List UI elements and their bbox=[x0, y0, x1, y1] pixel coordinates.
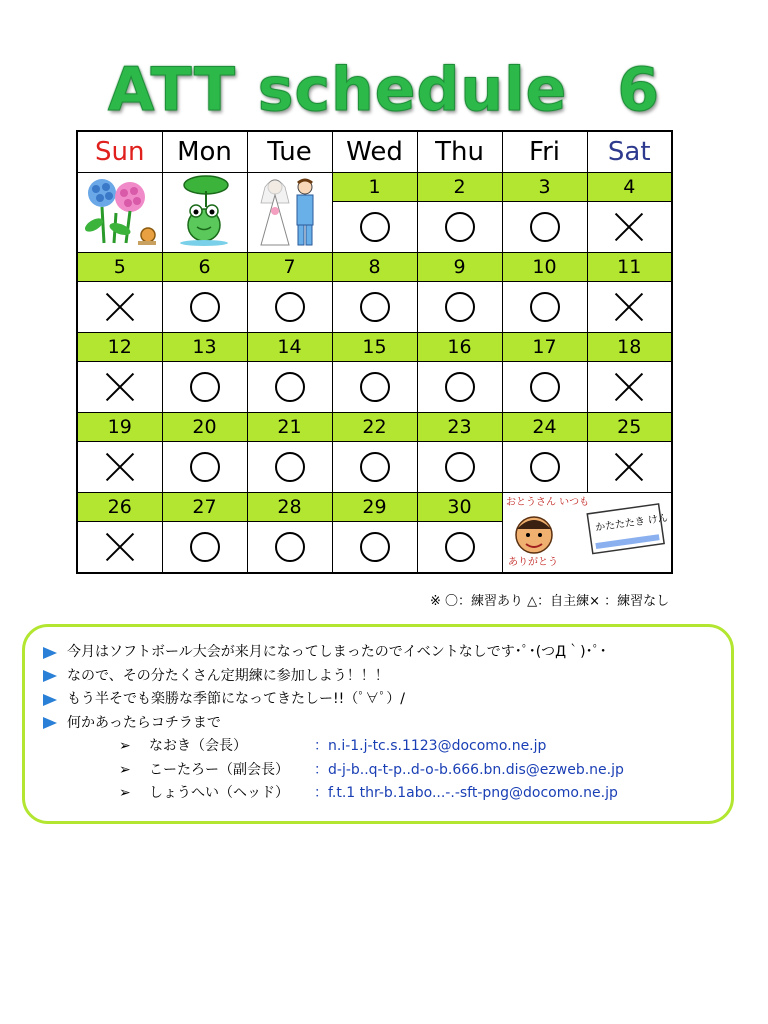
triangle-bullet-icon: ➢ bbox=[119, 738, 131, 754]
practice-circle-icon bbox=[190, 532, 220, 562]
arrow-bullet-icon bbox=[43, 670, 57, 682]
info-list bbox=[43, 641, 624, 806]
mark-cell bbox=[247, 442, 332, 493]
date-cell: 20 bbox=[162, 413, 247, 442]
week-3-marks bbox=[77, 362, 672, 413]
mark-cell bbox=[162, 522, 247, 574]
practice-circle-icon bbox=[190, 452, 220, 482]
info-box bbox=[22, 624, 734, 824]
mark-cell bbox=[247, 362, 332, 413]
date-cell: 16 bbox=[417, 333, 502, 362]
contact-name: こーたろー（副会長） bbox=[149, 761, 289, 778]
contact-row bbox=[43, 782, 624, 806]
contact-row bbox=[43, 759, 624, 783]
practice-circle-icon bbox=[275, 372, 305, 402]
date-cell: 15 bbox=[332, 333, 417, 362]
frog-icon bbox=[180, 176, 228, 246]
legend: ※ 〇：練習あり △：自主練× ：練習なし bbox=[430, 594, 670, 609]
dad-text-bottom: ありがとう bbox=[507, 557, 558, 567]
practice-circle-icon bbox=[190, 372, 220, 402]
practice-circle-icon bbox=[530, 372, 560, 402]
triangle-bullet-icon: ➢ bbox=[119, 761, 131, 778]
date-cell: 3 bbox=[502, 173, 587, 202]
mark-cell bbox=[417, 202, 502, 253]
dad-text-top: おとうさん いつも bbox=[505, 497, 589, 508]
arrow-bullet-icon bbox=[43, 717, 57, 729]
mark-cell bbox=[247, 522, 332, 574]
contact-name: しょうへい（ヘッド） bbox=[149, 785, 289, 801]
mark-cell bbox=[77, 442, 162, 493]
date-cell: 5 bbox=[77, 253, 162, 282]
practice-circle-icon bbox=[275, 532, 305, 562]
contact-row bbox=[43, 735, 624, 759]
mark-cell bbox=[332, 362, 417, 413]
mark-cell bbox=[162, 442, 247, 493]
no-practice-cross-icon bbox=[614, 372, 644, 402]
date-cell: 22 bbox=[332, 413, 417, 442]
week-5-dates bbox=[77, 493, 672, 522]
info-item: なので、その分たくさん定期練に参加しよう！！！ bbox=[43, 665, 624, 689]
mark-cell bbox=[417, 522, 502, 574]
practice-circle-icon bbox=[275, 292, 305, 322]
title-main: ATT schedule bbox=[107, 55, 568, 125]
title-month: 6 bbox=[617, 55, 661, 125]
date-cell: 1 bbox=[332, 173, 417, 202]
arrow-bullet-icon bbox=[43, 647, 57, 659]
week-2-marks bbox=[77, 282, 672, 333]
week-4-dates bbox=[77, 413, 672, 442]
weekday-header bbox=[77, 131, 672, 173]
practice-circle-icon bbox=[360, 452, 390, 482]
no-practice-cross-icon bbox=[105, 452, 135, 482]
page-title bbox=[0, 50, 768, 130]
arrow-bullet-icon bbox=[43, 694, 57, 706]
date-cell: 9 bbox=[417, 253, 502, 282]
practice-circle-icon bbox=[445, 532, 475, 562]
triangle-bullet-icon: ➢ bbox=[119, 785, 131, 801]
practice-circle-icon bbox=[445, 372, 475, 402]
practice-circle-icon bbox=[530, 212, 560, 242]
week-4-marks bbox=[77, 442, 672, 493]
mark-cell bbox=[77, 522, 162, 574]
practice-circle-icon bbox=[360, 212, 390, 242]
info-item: もう半そでも楽勝な季節になってきたしー!!（ﾟ∀ﾟ）/ bbox=[43, 688, 624, 712]
dad-face-icon bbox=[516, 517, 552, 553]
weekday-sun: Sun bbox=[77, 131, 162, 173]
mark-cell bbox=[162, 282, 247, 333]
mark-cell bbox=[502, 442, 587, 493]
fathers-day-illustration bbox=[502, 493, 672, 574]
date-cell: 23 bbox=[417, 413, 502, 442]
hydrangea-snail-illustration bbox=[77, 173, 162, 253]
info-item: 今月はソフトボール大会が来月になってしまったのでイベントなしです･ﾟ･(つД｀)･ﾟ･ bbox=[43, 641, 624, 665]
week-2-dates bbox=[77, 253, 672, 282]
date-cell: 4 bbox=[587, 173, 672, 202]
mark-cell bbox=[417, 362, 502, 413]
practice-circle-icon bbox=[445, 452, 475, 482]
date-cell: 27 bbox=[162, 493, 247, 522]
weekday-tue: Tue bbox=[247, 131, 332, 173]
date-cell: 12 bbox=[77, 333, 162, 362]
date-cell: 10 bbox=[502, 253, 587, 282]
shoulder-massage-ticket-icon bbox=[587, 503, 670, 554]
date-cell: 6 bbox=[162, 253, 247, 282]
info-item: 何かあったらコチラまで bbox=[43, 712, 624, 736]
mark-cell bbox=[247, 282, 332, 333]
practice-circle-icon bbox=[445, 212, 475, 242]
practice-circle-icon bbox=[360, 372, 390, 402]
practice-circle-icon bbox=[275, 452, 305, 482]
date-cell: 2 bbox=[417, 173, 502, 202]
bride-icon bbox=[261, 180, 289, 245]
mark-cell bbox=[587, 282, 672, 333]
groom-icon bbox=[297, 180, 313, 245]
date-cell: 18 bbox=[587, 333, 672, 362]
date-cell: 25 bbox=[587, 413, 672, 442]
mark-cell bbox=[332, 282, 417, 333]
no-practice-cross-icon bbox=[105, 532, 135, 562]
no-practice-cross-icon bbox=[105, 372, 135, 402]
contact-email[interactable]: ：d-j-b..q-t-p..d-o-b.666.bn.dis@ezweb.ne.jp bbox=[314, 761, 624, 778]
wedding-couple-illustration bbox=[247, 173, 332, 253]
mark-cell bbox=[587, 442, 672, 493]
no-practice-cross-icon bbox=[105, 292, 135, 322]
practice-circle-icon bbox=[530, 292, 560, 322]
snail-icon bbox=[138, 228, 156, 243]
mark-cell bbox=[162, 362, 247, 413]
contact-email[interactable]: ：n.i-1.j-tc.s.1123@docomo.ne.jp bbox=[314, 738, 547, 754]
date-cell: 13 bbox=[162, 333, 247, 362]
no-practice-cross-icon bbox=[614, 452, 644, 482]
mark-cell bbox=[417, 282, 502, 333]
mark-cell bbox=[332, 442, 417, 493]
weekday-sat: Sat bbox=[587, 131, 672, 173]
weekday-mon: Mon bbox=[162, 131, 247, 173]
date-cell: 21 bbox=[247, 413, 332, 442]
mark-cell bbox=[502, 202, 587, 253]
hydrangea-icon bbox=[83, 179, 145, 243]
weekday-fri: Fri bbox=[502, 131, 587, 173]
date-cell: 8 bbox=[332, 253, 417, 282]
practice-circle-icon bbox=[445, 292, 475, 322]
practice-circle-icon bbox=[360, 292, 390, 322]
ticket-text: かたたたき けん bbox=[594, 512, 669, 534]
date-cell: 17 bbox=[502, 333, 587, 362]
no-practice-cross-icon bbox=[614, 292, 644, 322]
calendar-table bbox=[76, 130, 673, 574]
date-cell: 11 bbox=[587, 253, 672, 282]
mark-cell bbox=[332, 522, 417, 574]
week-1-dates bbox=[77, 173, 672, 202]
weekday-wed: Wed bbox=[332, 131, 417, 173]
contact-name: なおき（会長） bbox=[149, 738, 247, 754]
date-cell: 19 bbox=[77, 413, 162, 442]
no-practice-cross-icon bbox=[614, 212, 644, 242]
practice-circle-icon bbox=[190, 292, 220, 322]
date-cell: 14 bbox=[247, 333, 332, 362]
date-cell: 7 bbox=[247, 253, 332, 282]
mark-cell bbox=[587, 202, 672, 253]
date-cell: 30 bbox=[417, 493, 502, 522]
mark-cell bbox=[332, 202, 417, 253]
mark-cell bbox=[502, 282, 587, 333]
week-3-dates bbox=[77, 333, 672, 362]
practice-circle-icon bbox=[530, 452, 560, 482]
practice-circle-icon bbox=[360, 532, 390, 562]
mark-cell bbox=[77, 282, 162, 333]
date-cell: 26 bbox=[77, 493, 162, 522]
date-cell: 29 bbox=[332, 493, 417, 522]
mark-cell bbox=[502, 362, 587, 413]
weekday-thu: Thu bbox=[417, 131, 502, 173]
mark-cell bbox=[417, 442, 502, 493]
date-cell: 28 bbox=[247, 493, 332, 522]
frog-illustration bbox=[162, 173, 247, 253]
contact-email[interactable]: ：f.t.1 thr-b.1abo...-.-sft-png@docomo.ne.jp bbox=[314, 785, 618, 801]
mark-cell bbox=[77, 362, 162, 413]
date-cell: 24 bbox=[502, 413, 587, 442]
mark-cell bbox=[587, 362, 672, 413]
